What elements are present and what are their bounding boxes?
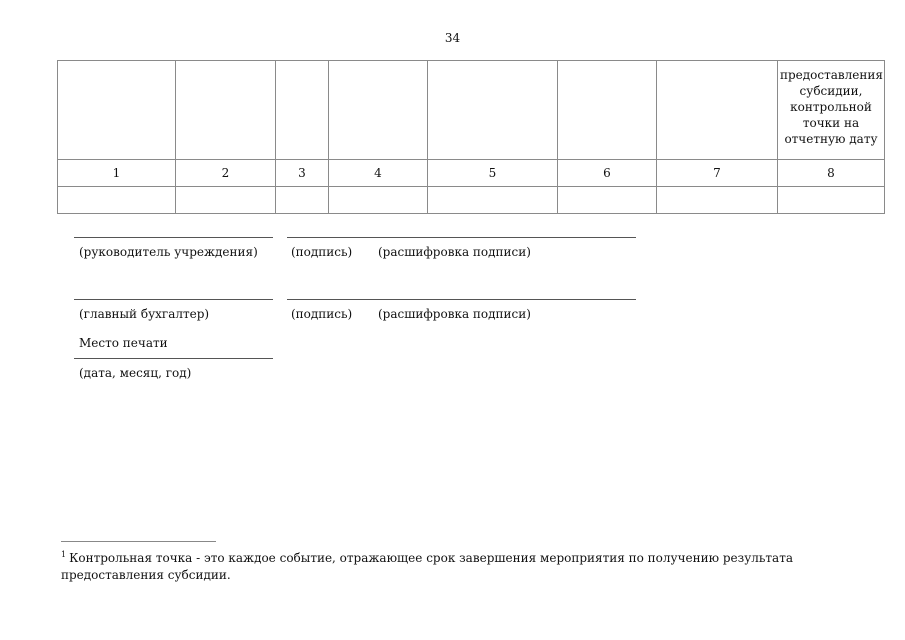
head-sign-label: (подпись) <box>291 245 353 259</box>
date-label: (дата, месяц, год) <box>79 366 192 380</box>
table-row <box>58 187 885 214</box>
accountant-label: (главный бухгалтер) <box>79 307 210 321</box>
column-number: 1 <box>58 160 176 187</box>
header-cell <box>58 61 176 160</box>
header-cell <box>276 61 329 160</box>
footnote <box>61 546 851 584</box>
head-signature-line <box>74 237 273 238</box>
column-number: 3 <box>276 160 329 187</box>
table-cell <box>329 187 428 214</box>
table-cell <box>176 187 276 214</box>
table-cell <box>58 187 176 214</box>
table-cell <box>778 187 885 214</box>
page-number: 34 <box>444 31 461 45</box>
accountant-sign-label: (подпись) <box>291 307 353 321</box>
header-cell <box>558 61 657 160</box>
column-number: 7 <box>657 160 778 187</box>
column-number: 5 <box>428 160 558 187</box>
header-cell-8 <box>778 61 885 160</box>
header-line: предоставления <box>780 68 883 82</box>
footnote-text: Контрольная точка - это каждое событие, отражающее срок завершения мероприятия по получению результата предоставления субсидии. <box>61 551 793 582</box>
seal-label: Место печати <box>79 336 168 350</box>
header-line: контрольной <box>790 100 872 114</box>
header-cell <box>176 61 276 160</box>
table-cell <box>558 187 657 214</box>
header-line: точки на <box>802 116 860 130</box>
header-cell <box>657 61 778 160</box>
head-label: (руководитель учреждения) <box>79 245 258 259</box>
table-cell <box>428 187 558 214</box>
head-decode-line <box>287 237 636 238</box>
footnote-separator <box>61 541 216 542</box>
header-cell <box>329 61 428 160</box>
accountant-signature-line <box>74 299 273 300</box>
table-header-row <box>58 61 885 160</box>
accountant-decode-line <box>287 299 636 300</box>
table-cell <box>657 187 778 214</box>
table-cell <box>276 187 329 214</box>
column-number: 6 <box>558 160 657 187</box>
column-number: 2 <box>176 160 276 187</box>
column-number: 4 <box>329 160 428 187</box>
column-number-row <box>58 160 885 187</box>
header-line: субсидии, <box>799 84 863 98</box>
header-cell <box>428 61 558 160</box>
report-table <box>57 60 885 214</box>
head-decode-label: (расшифровка подписи) <box>378 245 531 259</box>
header-line: отчетную дату <box>784 132 878 146</box>
accountant-decode-label: (расшифровка подписи) <box>378 307 531 321</box>
date-line <box>74 358 273 359</box>
footnote-marker: 1 <box>61 550 67 559</box>
column-number: 8 <box>778 160 885 187</box>
